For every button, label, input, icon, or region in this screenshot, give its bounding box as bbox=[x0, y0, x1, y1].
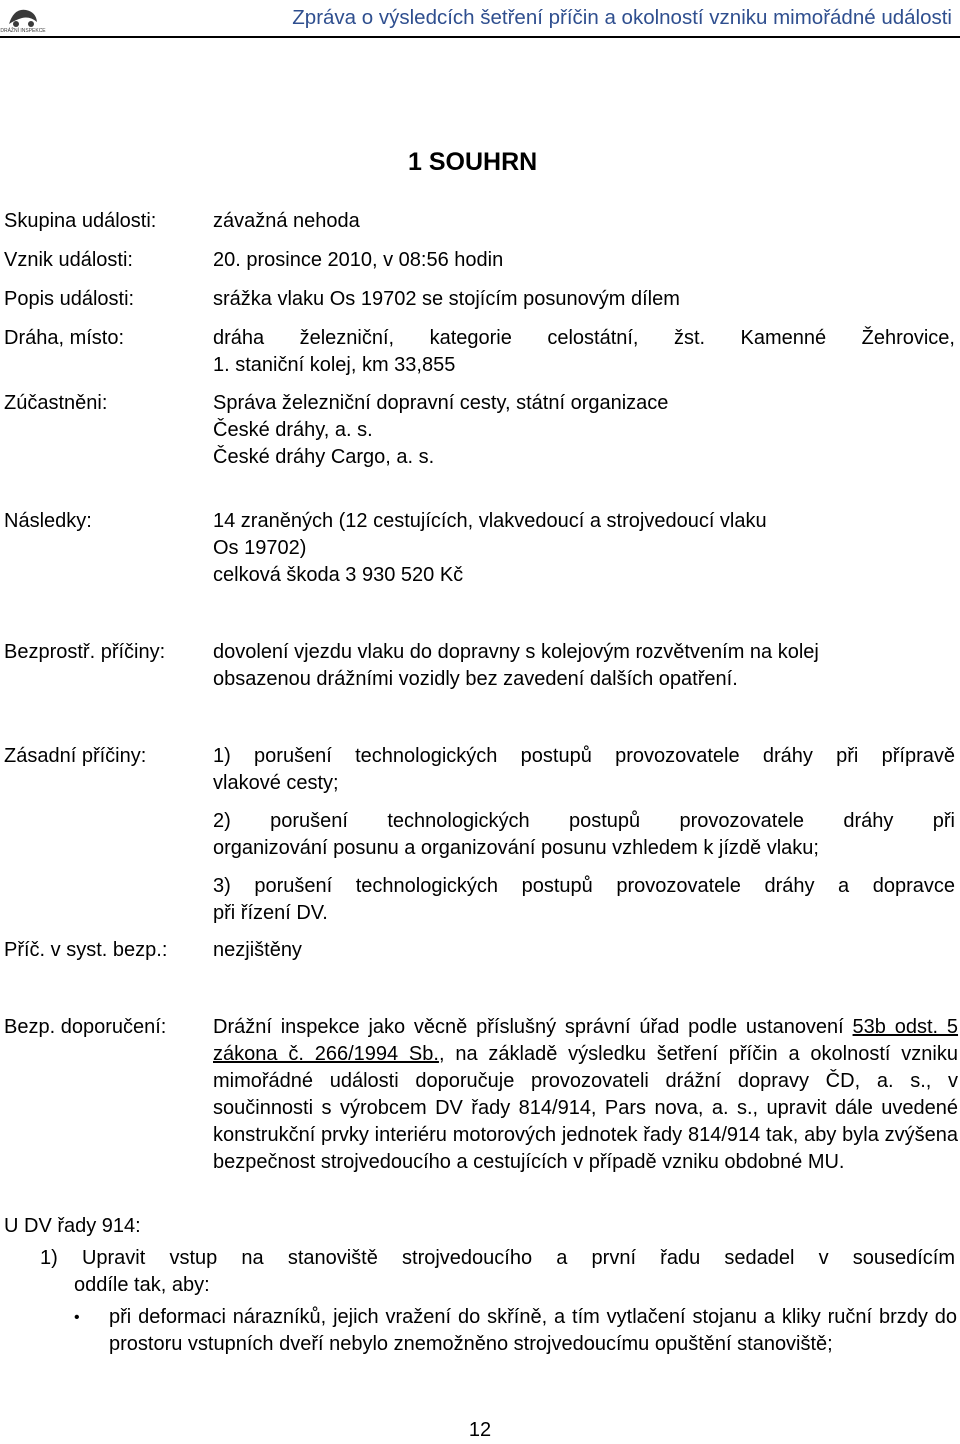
origin-label: Vznik události: bbox=[4, 249, 133, 271]
root-cause-1-line-2: vlakové cesty; bbox=[213, 772, 339, 794]
group-label: Skupina události: bbox=[4, 210, 157, 232]
consequences-line-2: Os 19702) bbox=[213, 537, 307, 559]
consequences-line-1: 14 zraněných (12 cestujících, vlakvedoucí a strojvedoucí vlaku bbox=[213, 510, 767, 532]
system-causes-value: nezjištěny bbox=[213, 939, 302, 961]
recommendation-text bbox=[213, 1014, 958, 1176]
participant-item: České dráhy Cargo, a. s. bbox=[213, 446, 435, 468]
root-cause-2-line-1: 2) porušení technologických postupů provozovatele dráhy při bbox=[213, 810, 955, 832]
drazni-inspekce-logo bbox=[0, 4, 46, 34]
recommendation-label: Bezp. doporučení: bbox=[4, 1016, 167, 1038]
dv914-item-1-line-2: oddíle tak, aby: bbox=[74, 1274, 210, 1296]
participant-item: České dráhy, a. s. bbox=[213, 419, 373, 441]
consequences-damage: celková škoda 3 930 520 Kč bbox=[213, 564, 464, 586]
group-value: závažná nehoda bbox=[213, 210, 360, 232]
header-divider bbox=[0, 36, 960, 38]
dv914-bullet-text: při deformaci nárazníků, jejich vražení do skříně, a tím vytlačení stojanu a kliky ruční brzdy do prostoru vstupních dveří nebylo znemožněno strojvedoucímu opuštění stanoviště; bbox=[109, 1306, 957, 1355]
direct-causes-label: Bezprostř. příčiny: bbox=[4, 641, 166, 663]
law-reference-link[interactable]: 53b odst. 5 zákona č. 266/1994 Sb. bbox=[213, 1016, 959, 1065]
description-value: srážka vlaku Os 19702 se stojícím posunovým dílem bbox=[213, 288, 680, 310]
root-cause-3-line-1: 3) porušení technologických postupů provozovatele dráhy a dopravce bbox=[213, 875, 955, 897]
section-heading: 1 SOUHRN bbox=[408, 148, 538, 176]
consequences-label: Následky: bbox=[4, 510, 92, 532]
description-label: Popis události: bbox=[4, 288, 135, 310]
system-causes-label: Příč. v syst. bezp.: bbox=[4, 939, 168, 961]
place-label: Dráha, místo: bbox=[4, 327, 125, 349]
header-title: Zpráva o výsledcích šetření příčin a okolností vzniku mimořádné události bbox=[292, 6, 952, 29]
recommendation-part-1: Drážní inspekce jako věcně příslušný správní úřad podle ustanovení bbox=[213, 1016, 853, 1038]
place-line-1: dráha železniční, kategorie celostátní, žst. Kamenné Žehrovice, bbox=[213, 327, 955, 349]
participants-label: Zúčastněni: bbox=[4, 392, 108, 414]
dv914-heading: U DV řady 914: bbox=[4, 1215, 141, 1237]
root-cause-2-line-2: organizování posunu a organizování posunu vzhledem k jízdě vlaku; bbox=[213, 837, 819, 859]
origin-value: 20. prosince 2010, v 08:56 hodin bbox=[213, 249, 504, 271]
svg-text:DRÁŽNÍ INSPEKCE: DRÁŽNÍ INSPEKCE bbox=[0, 28, 46, 34]
root-causes-label: Zásadní příčiny: bbox=[4, 745, 147, 767]
bullet-icon: • bbox=[74, 1309, 80, 1326]
page-number: 12 bbox=[468, 1419, 492, 1441]
root-cause-1-line-1: 1) porušení technologických postupů provozovatele dráhy při přípravě bbox=[213, 745, 955, 767]
root-cause-3-line-2: při řízení DV. bbox=[213, 902, 328, 924]
direct-causes-line-1: dovolení vjezdu vlaku do dopravny s kolejovým rozvětvením na kolej bbox=[213, 641, 819, 663]
direct-causes-line-2: obsazenou drážními vozidly bez zavedení dalších opatření. bbox=[213, 668, 738, 690]
dv914-item-1-line-1: 1) Upravit vstup na stanoviště strojvedoucího a první řadu sedadel v sousedícím bbox=[40, 1247, 955, 1269]
participant-item: Správa železniční dopravní cesty, státní organizace bbox=[213, 392, 669, 414]
recommendation-part-3: , na základě výsledku šetření příčin a okolností vzniku mimořádné události doporučuje provozovateli drážní dopravy ČD, a. s., v součinnosti s výrobcem DV řady 814/914, Pars nova, a. s., upravit dále uvedené konstrukční prvky interiéru motorových jednotek řady 814/914 tak, aby byla zvýšena bezpečnost strojvedoucího a cestujících v případě vzniku obdobné MU. bbox=[213, 1043, 958, 1173]
place-line-2: 1. staniční kolej, km 33,855 bbox=[213, 354, 456, 376]
